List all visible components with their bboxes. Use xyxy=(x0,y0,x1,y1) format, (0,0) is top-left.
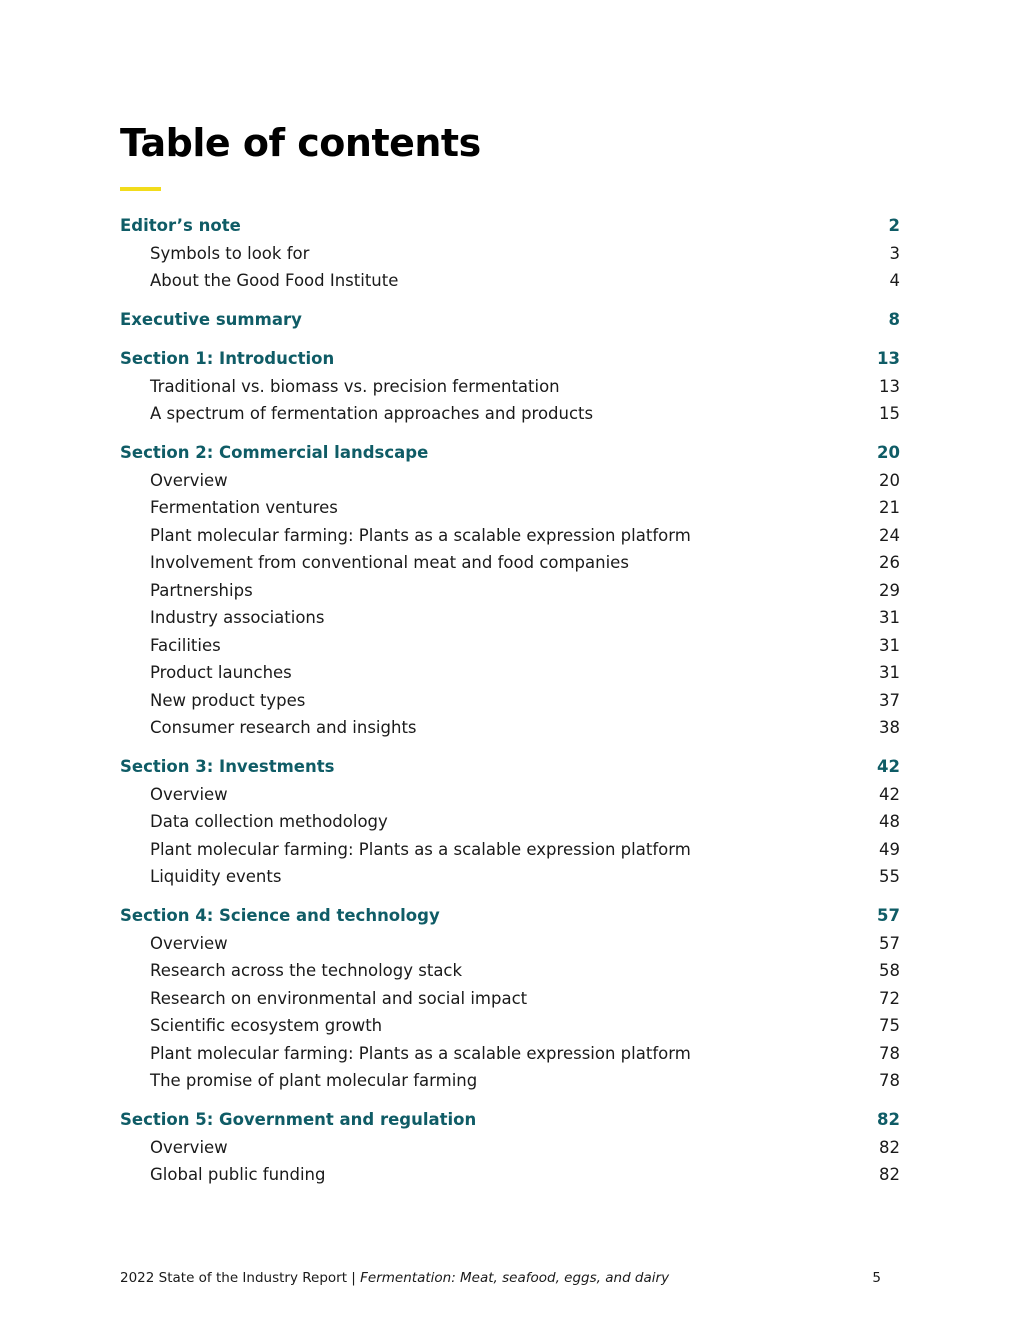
toc-subsection-entry[interactable] xyxy=(120,632,900,660)
toc-subsection-page[interactable]: 13 xyxy=(879,376,900,396)
toc-subsection-page[interactable]: 37 xyxy=(879,690,900,710)
toc-subsection-page[interactable]: 82 xyxy=(879,1137,900,1157)
toc-subsection-entry[interactable] xyxy=(120,714,900,742)
toc-section-page[interactable]: 57 xyxy=(877,906,900,925)
toc-subsection-page[interactable]: 49 xyxy=(879,839,900,859)
toc-subsection-entry[interactable] xyxy=(120,659,900,687)
toc-subsection-label[interactable]: Research on environmental and social impact xyxy=(150,988,528,1008)
toc-section-page[interactable]: 13 xyxy=(877,349,900,368)
toc-subsection-entry[interactable] xyxy=(120,522,900,550)
toc-subsection-label[interactable]: Fermentation ventures xyxy=(150,498,338,517)
toc-subsection-entry[interactable] xyxy=(120,957,900,985)
toc-subsection-entry[interactable] xyxy=(120,267,900,295)
toc-section-label[interactable]: Editor’s note xyxy=(120,216,241,235)
toc-subsection-label[interactable]: Industry associations xyxy=(150,608,325,627)
toc-subsection-entry[interactable] xyxy=(120,494,900,522)
toc-subsection-page[interactable]: 3 xyxy=(889,243,900,263)
toc-subsection-label[interactable]: Research across the technology stack xyxy=(150,961,463,980)
toc-section-page[interactable]: 42 xyxy=(877,757,900,776)
toc-subsection-page[interactable]: 26 xyxy=(879,553,900,572)
toc-subsection-entry[interactable] xyxy=(120,240,900,268)
toc-subsection-label[interactable]: Consumer research and insights xyxy=(150,718,417,737)
toc-section-page[interactable]: 20 xyxy=(877,443,900,462)
footer-report-subtitle: Fermentation: Meat, seafood, eggs, and dairy xyxy=(360,1270,670,1286)
toc-subsection-label[interactable]: Involvement from conventional meat and food companies xyxy=(150,553,629,572)
toc-subsection-entry[interactable] xyxy=(120,373,900,401)
toc-subsection-entry[interactable] xyxy=(120,930,900,958)
title-accent-bar xyxy=(120,187,161,191)
toc-subsection-label[interactable]: New product types xyxy=(150,690,306,710)
toc-section-label[interactable]: Section 5: Government and regulation xyxy=(120,1110,477,1129)
toc-subsection-entry[interactable] xyxy=(120,467,900,495)
toc-section-group xyxy=(120,439,900,742)
toc-subsection-entry[interactable] xyxy=(120,781,900,809)
toc-subsection-label[interactable]: Overview xyxy=(150,470,228,490)
table-of-contents xyxy=(120,212,900,1200)
toc-subsection-page[interactable]: 58 xyxy=(879,961,900,980)
toc-subsection-page[interactable]: 31 xyxy=(879,608,900,627)
toc-subsection-entry[interactable] xyxy=(120,549,900,577)
page-title: Table of contents xyxy=(120,121,481,165)
toc-section-entry[interactable] xyxy=(120,1106,900,1134)
toc-subsection-label[interactable]: Plant molecular farming: Plants as a scalable expression platform xyxy=(150,839,691,859)
toc-subsection-page[interactable]: 31 xyxy=(879,635,900,655)
toc-section-group xyxy=(120,306,900,334)
toc-subsection-page[interactable]: 48 xyxy=(879,812,900,831)
toc-subsection-page[interactable]: 21 xyxy=(879,498,900,517)
page-footer xyxy=(120,1268,881,1288)
toc-subsection-label[interactable]: Liquidity events xyxy=(150,867,282,886)
toc-section-label[interactable]: Section 4: Science and technology xyxy=(120,906,440,925)
toc-subsection-entry[interactable] xyxy=(120,1040,900,1068)
toc-section-page[interactable]: 82 xyxy=(877,1110,900,1129)
toc-subsection-page[interactable]: 57 xyxy=(879,933,900,953)
toc-subsection-page[interactable]: 78 xyxy=(879,1043,900,1063)
toc-section-entry[interactable] xyxy=(120,306,900,334)
toc-section-page[interactable]: 2 xyxy=(888,216,900,235)
toc-subsection-entry[interactable] xyxy=(120,1134,900,1162)
toc-subsection-label[interactable]: Facilities xyxy=(150,635,221,655)
toc-subsection-entry[interactable] xyxy=(120,400,900,428)
footer-report-title xyxy=(120,1268,669,1288)
toc-section-label[interactable]: Executive summary xyxy=(120,310,302,329)
toc-subsection-label[interactable]: The promise of plant molecular farming xyxy=(150,1071,478,1090)
toc-section-label[interactable]: Section 1: Introduction xyxy=(120,349,335,368)
toc-section-page[interactable]: 8 xyxy=(888,310,900,329)
toc-subsection-label[interactable]: About the Good Food Institute xyxy=(150,271,399,290)
toc-subsection-page[interactable]: 20 xyxy=(879,470,900,490)
toc-section-group xyxy=(120,212,900,295)
toc-subsection-entry[interactable] xyxy=(120,1012,900,1040)
toc-subsection-page[interactable]: 15 xyxy=(879,404,900,423)
toc-subsection-page[interactable]: 42 xyxy=(879,784,900,804)
toc-subsection-label[interactable]: A spectrum of fermentation approaches and products xyxy=(150,404,594,423)
toc-subsection-entry[interactable] xyxy=(120,577,900,605)
toc-subsection-entry[interactable] xyxy=(120,604,900,632)
toc-section-entry[interactable] xyxy=(120,902,900,930)
toc-subsection-page[interactable]: 38 xyxy=(879,718,900,737)
toc-subsection-page[interactable]: 31 xyxy=(879,663,900,682)
footer-report-name: 2022 State of the Industry Report | xyxy=(120,1270,361,1286)
toc-subsection-page[interactable]: 55 xyxy=(879,867,900,886)
toc-section-entry[interactable] xyxy=(120,212,900,240)
toc-subsection-label[interactable]: Partnerships xyxy=(150,580,253,600)
toc-section-group xyxy=(120,902,900,1095)
toc-subsection-entry[interactable] xyxy=(120,1067,900,1095)
toc-subsection-page[interactable]: 29 xyxy=(879,580,900,600)
toc-section-group xyxy=(120,753,900,891)
toc-subsection-label[interactable]: Plant molecular farming: Plants as a scalable expression platform xyxy=(150,1043,691,1063)
toc-subsection-label[interactable]: Scientific ecosystem growth xyxy=(150,1016,383,1035)
toc-subsection-label[interactable]: Global public funding xyxy=(150,1165,326,1184)
toc-subsection-page[interactable]: 4 xyxy=(889,271,900,290)
toc-section-entry[interactable] xyxy=(120,439,900,467)
toc-section-label[interactable]: Section 3: Investments xyxy=(120,757,335,776)
toc-section-group xyxy=(120,1106,900,1189)
toc-section-entry[interactable] xyxy=(120,345,900,373)
toc-subsection-entry[interactable] xyxy=(120,863,900,891)
toc-section-group xyxy=(120,345,900,428)
toc-subsection-page[interactable]: 75 xyxy=(879,1016,900,1035)
toc-subsection-label[interactable]: Overview xyxy=(150,1137,228,1157)
toc-subsection-label[interactable]: Product launches xyxy=(150,663,292,682)
toc-subsection-label[interactable]: Traditional vs. biomass vs. precision fermentation xyxy=(150,376,560,396)
toc-subsection-entry[interactable] xyxy=(120,687,900,715)
footer-page-number: 5 xyxy=(872,1270,881,1286)
toc-subsection-page[interactable]: 24 xyxy=(879,525,900,545)
toc-subsection-label[interactable]: Symbols to look for xyxy=(150,243,310,263)
toc-subsection-page[interactable]: 78 xyxy=(879,1071,900,1090)
toc-subsection-label[interactable]: Data collection methodology xyxy=(150,812,388,831)
toc-subsection-entry[interactable] xyxy=(120,836,900,864)
toc-section-label[interactable]: Section 2: Commercial landscape xyxy=(120,443,429,462)
toc-subsection-entry[interactable] xyxy=(120,808,900,836)
toc-subsection-label[interactable]: Plant molecular farming: Plants as a scalable expression platform xyxy=(150,525,691,545)
toc-subsection-entry[interactable] xyxy=(120,985,900,1013)
toc-subsection-page[interactable]: 82 xyxy=(879,1165,900,1184)
toc-subsection-page[interactable]: 72 xyxy=(879,988,900,1008)
toc-section-entry[interactable] xyxy=(120,753,900,781)
toc-subsection-label[interactable]: Overview xyxy=(150,784,228,804)
toc-subsection-entry[interactable] xyxy=(120,1161,900,1189)
toc-subsection-label[interactable]: Overview xyxy=(150,933,228,953)
